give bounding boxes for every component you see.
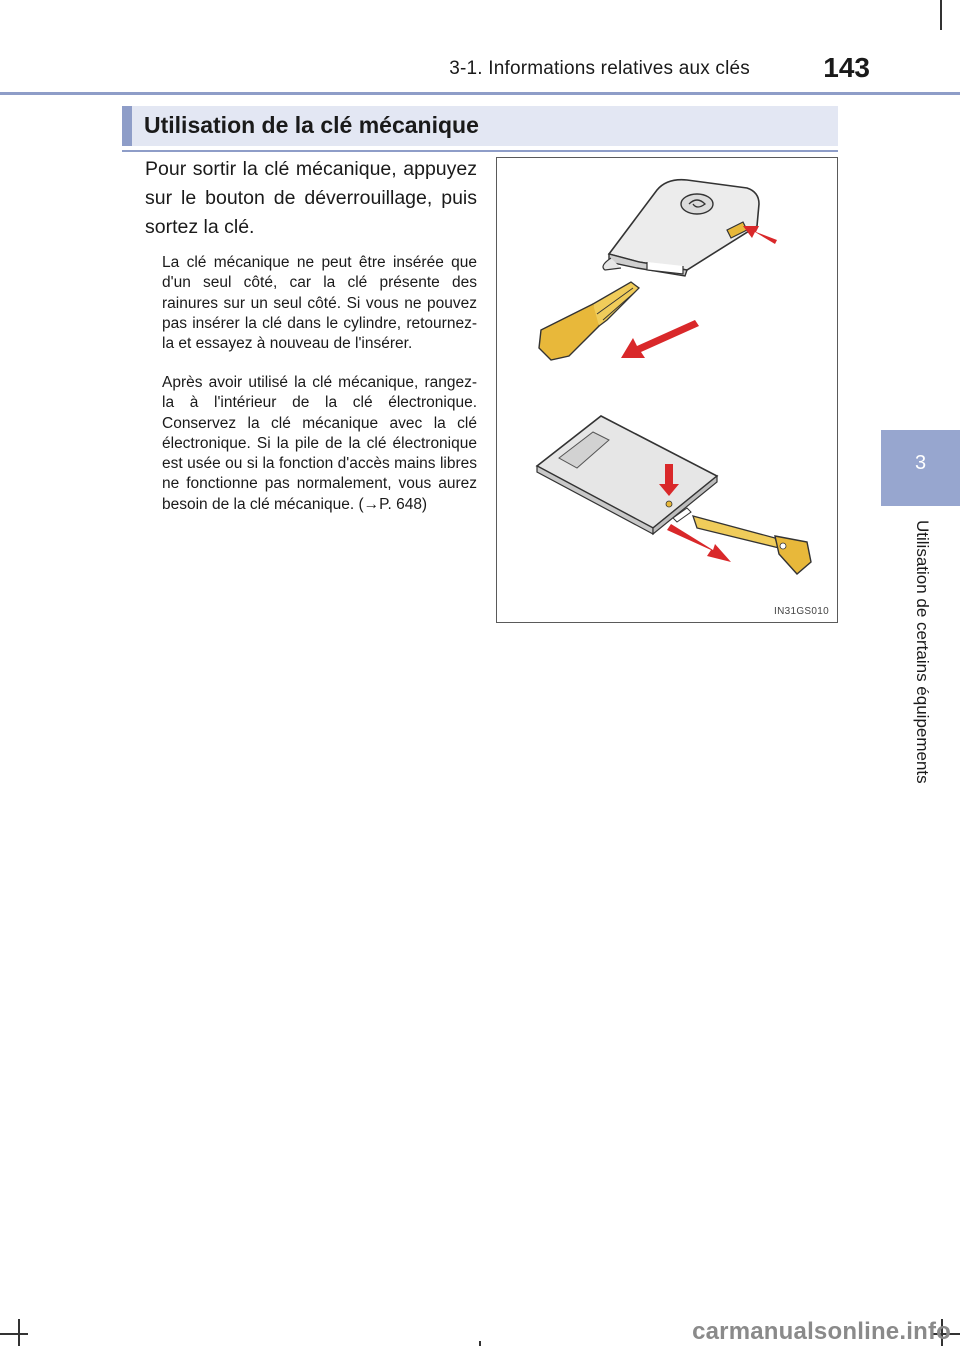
header-rule	[0, 92, 960, 95]
chapter-tab	[881, 430, 960, 506]
note-paragraph-2: Après avoir utilisé la clé mécanique, rangez-la à l'intérieur de la clé électronique. Conservez la clé mécanique avec la clé électronique. Si la pile de la clé électronique est usée ou si la fonction d'accès mains libres ne fonctionne pas normalement, vous aurez besoin de la clé mécanique. (→P. 648)	[162, 374, 477, 513]
section-heading-text: Utilisation de la clé mécanique	[144, 112, 479, 138]
chapter-title: Utilisation de certains équipements	[913, 520, 932, 784]
crop-mark	[0, 1333, 28, 1335]
mechanical-key-top	[539, 282, 639, 360]
figure-code: IN31GS010	[774, 606, 829, 617]
running-header: 3-1. Informations relatives aux clés	[449, 58, 750, 79]
crop-mark	[940, 0, 942, 30]
section-heading	[122, 106, 838, 146]
crop-mark	[479, 1341, 481, 1346]
mechanical-key-bottom	[693, 516, 811, 574]
key-illustration-drawing	[497, 158, 836, 621]
extract-arrow	[621, 320, 699, 358]
note-paragraph-1: La clé mécanique ne peut être insérée que d'un seul côté, car la clé présente des rainures sur un seul côté. Si vous ne pouvez pas insérer la clé dans le cylindre, retournez-la et essayez à nouveau de l'insérer.	[162, 254, 477, 353]
chapter-side-label	[910, 520, 934, 790]
key-illustration	[496, 157, 838, 623]
page-number: 143	[823, 52, 870, 83]
card-key	[537, 416, 717, 534]
watermark: carmanualsonline.info	[692, 1318, 951, 1345]
key-fob	[603, 180, 759, 276]
chapter-number: 3	[914, 452, 927, 474]
section-rule	[122, 150, 838, 152]
intro-paragraph: Pour sortir la clé mécanique, appuyez sur le bouton de déverrouillage, puis sortez la clé.	[145, 158, 477, 238]
release-arrow	[743, 226, 777, 244]
